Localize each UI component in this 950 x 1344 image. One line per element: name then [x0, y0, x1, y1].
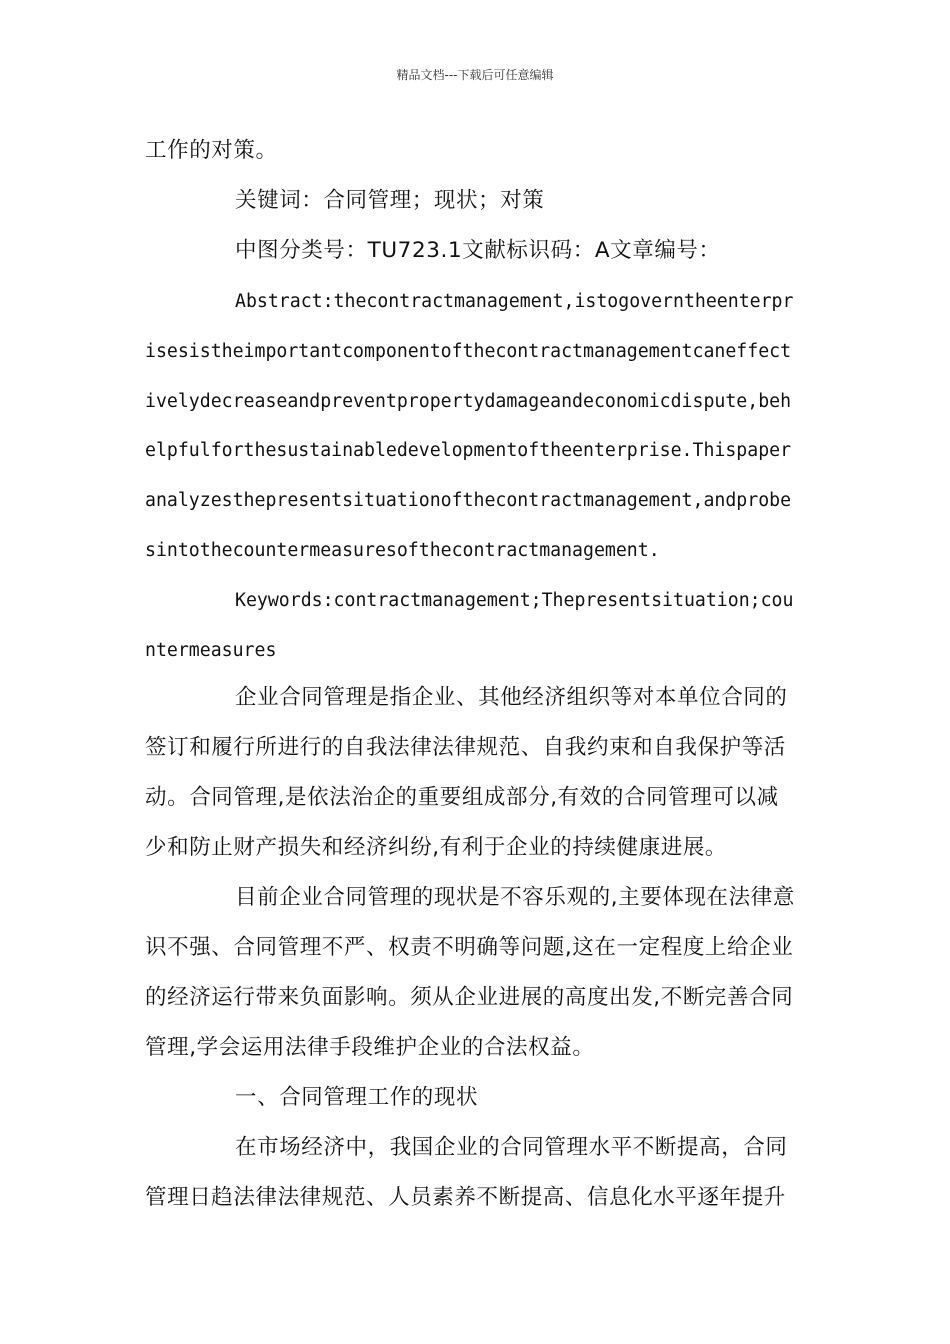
text-line: 工作的对策。 [145, 138, 278, 163]
abstract-line: analyzesthepresentsituationofthecontractmanagement,andprobe [145, 490, 792, 511]
page-header: 精品文档---下载后可任意编辑 [396, 68, 554, 82]
abstract-line: sintothecountermeasuresofthecontractmanagement. [145, 540, 660, 561]
body-line: 目前企业合同管理的现状是不容乐观的,主要体现在法律意 [235, 885, 795, 910]
body-line: 少和防止财产损失和经济纠纷,有利于企业的持续健康进展。 [145, 835, 728, 860]
abstract-line: isesistheimportantcomponentofthecontractmanagementcaneffect [145, 341, 792, 362]
body-line: 企业合同管理是指企业、其他经济组织等对本单位合同的 [235, 685, 788, 710]
body-line: 识不强、合同管理不严、权责不明确等问题,这在一定程度上给企业 [145, 935, 794, 960]
abstract-line: elpfulforthesustainabledevelopmentoftheenterprise.Thispaper [145, 440, 792, 461]
body-line: 签订和履行所进行的自我法律法律规范、自我约束和自我保护等活 [145, 735, 786, 760]
body-line: 动。合同管理,是依法治企的重要组成部分,有效的合同管理可以减 [145, 785, 779, 810]
body-line: 的经济运行带来负面影响。须从企业进展的高度出发,不断完善合同 [145, 985, 794, 1010]
classification-line: 中图分类号：TU723.1文献标识码：A文章编号： [235, 238, 721, 263]
keywords-en-line: Keywords:contractmanagement;Thepresentsituation;cou [235, 590, 794, 611]
body-line: 在市场经济中，我国企业的合同管理水平不断提高，合同 [235, 1135, 788, 1160]
body-line: 管理日趋法律法律规范、人员素养不断提高、信息化水平逐年提升 [145, 1185, 786, 1210]
abstract-line: Abstract:thecontractmanagement,istogoverntheenterpr [235, 291, 794, 312]
abstract-line: ivelydecreaseandpreventpropertydamageandeconomicdispute,beh [145, 391, 792, 412]
section-heading: 一、合同管理工作的现状 [235, 1085, 479, 1110]
keywords-en-line: ntermeasures [145, 640, 277, 661]
keywords-line: 关键词：合同管理；现状；对策 [235, 188, 545, 213]
body-line: 管理,学会运用法律手段维护企业的合法权益。 [145, 1035, 595, 1060]
